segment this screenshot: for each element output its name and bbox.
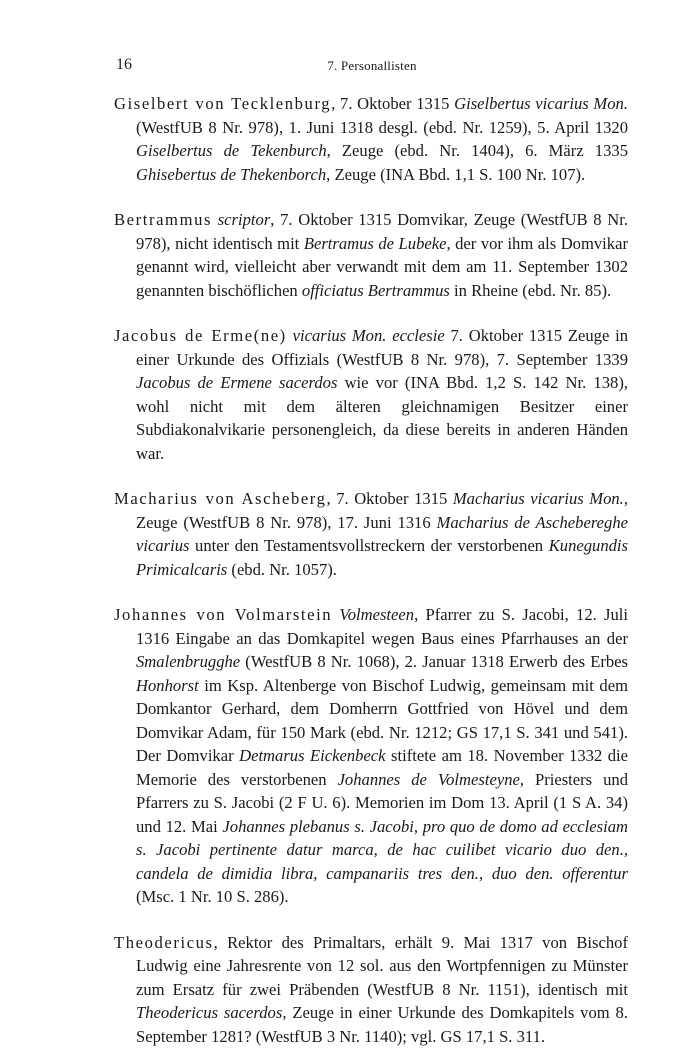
person-entry <box>114 931 628 1048</box>
text-run: , Zeuge in einer Urkunde des Domkapitels vom 8. September 1281? (WestfUB 3 Nr. 1140); vgl. GS 17,1 S. 311. <box>136 1003 628 1046</box>
person-entry <box>114 324 628 465</box>
text-run: , Zeuge (WestfUB 8 Nr. 978), 17. Juni 1316 <box>136 489 628 532</box>
person-name: Jacobus de Erme(ne) <box>114 326 287 345</box>
entry-text <box>136 326 628 463</box>
italic-phrase: Kunegundis Primicalcaris <box>136 536 628 579</box>
page-header <box>116 56 628 76</box>
text-run: , 7. Oktober 1315 Domvikar, Zeuge (WestfUB 8 Nr. 978), nicht identisch mit <box>136 210 628 253</box>
text-run: 7. Oktober 1315 Zeuge in einer Urkunde des Offizials (WestfUB 8 Nr. 978), 7. September 1339 <box>136 326 629 369</box>
text-run: , der vor ihm als Domvikar genannt wird, vielleicht aber verwandt mit dem am 11. September 1302 genannten bischöflichen <box>136 233 628 300</box>
italic-phrase: Theodericus sacerdos <box>136 1003 283 1022</box>
person-entry <box>114 92 628 186</box>
italic-phrase: Honhorst <box>136 675 199 695</box>
person-name: Bertrammus <box>114 210 213 229</box>
text-run: (ebd. Nr. 1057). <box>227 559 337 579</box>
person-name: Giselbert von Tecklenburg <box>114 94 332 113</box>
text-run: (WestfUB 8 Nr. 978), 1. Juni 1318 desgl. (ebd. Nr. 1259), 5. April 1320 <box>136 117 628 137</box>
italic-phrase: Volmesteen <box>339 605 415 624</box>
italic-phrase: Giselbertus vicarius Mon. <box>454 94 628 113</box>
text-run: , Rektor des Primaltars, erhält 9. Mai 1317 von Bischof Ludwig eine Jahresrente von 12 sol. aus den Wortpfennigen zu Münster zum Ersatz für zwei Präbenden (WestfUB 8 Nr. 1151), identisch mit <box>136 932 628 999</box>
italic-phrase: Ghisebertus de Thekenborch <box>136 164 327 184</box>
person-entry <box>114 487 628 581</box>
person-name: Johannes von Volmarstein <box>114 605 333 624</box>
text-run: wie vor (INA Bbd. 1,2 S. 142 Nr. 138), wohl nicht mit dem älteren gleichnamigen Besitzer einer Subdiakonalvikarie personengleich, da diese bereits in anderen Händen war. <box>136 373 628 463</box>
italic-phrase: Jacobus de Ermene sacerdos <box>136 373 338 392</box>
text-run: , 7. Oktober 1315 <box>331 94 455 113</box>
text-run: in Rheine (ebd. Nr. 85). <box>449 280 612 300</box>
italic-phrase: scriptor <box>217 210 271 229</box>
italic-phrase: Bertramus de Lubeke <box>303 233 447 253</box>
running-head: 7. Personallisten <box>327 58 417 73</box>
italic-phrase: Macharius vicarius Mon. <box>452 489 624 508</box>
person-name: Macharius von Ascheberg <box>114 489 327 508</box>
italic-phrase: Detmarus Eickenbeck <box>239 746 386 765</box>
italic-phrase: Johannes plebanus s. Jacobi, pro quo de domo ad ecclesiam s. Jacobi pertinente datur marca, de hac cuilibet vicario duo den., candela de dimidia libra, campanariis tres den., duo den. offerentur <box>136 816 628 883</box>
page-number: 16 <box>116 56 132 73</box>
person-entry <box>114 208 628 302</box>
person-list <box>114 92 628 1048</box>
text-run: (Msc. 1 Nr. 10 S. 286). <box>136 887 289 906</box>
person-entry <box>114 603 628 909</box>
text-run: , Zeuge (ebd. Nr. 1404), 6. März 1335 <box>326 141 628 160</box>
italic-phrase: Giselbertus de Tekenburch <box>136 141 327 160</box>
italic-phrase: officiatus Bertrammus <box>301 280 450 300</box>
text-run: stiftete am 18. November 1332 die Memorie des verstorbenen <box>136 746 628 789</box>
italic-phrase: Macharius de Aschebereghe vicarius <box>136 512 628 555</box>
text-run: , Zeuge (INA Bbd. 1,1 S. 100 Nr. 107). <box>326 164 586 184</box>
text-run: , Pfarrer zu S. Jacobi, 12. Juli 1316 Eingabe an das Domkapitel wegen Baus eines Pfarrhauses an der <box>136 605 628 648</box>
text-run: (WestfUB 8 Nr. 1068), 2. Januar 1318 Erwerb des Erbes <box>240 652 628 671</box>
text-run: unter den Testamentsvollstreckern der verstorbenen <box>189 536 549 555</box>
text-run: , Priesters und Pfarrers zu S. Jacobi (2 F U. 6). Memorien im Dom 13. April (1 S A. 34) und 12. Mai <box>136 769 628 836</box>
text-run: im Ksp. Altenberge von Bischof Ludwig, gemeinsam mit dem Domkantor Gerhard, dem Domherrn Gottfried von Hövel und dem Domvikar Adam, für 150 Mark (ebd. Nr. 1212; GS 17,1 S. 341 und 541). Der Domvikar <box>136 675 628 765</box>
italic-phrase: Smalenbrugghe <box>136 652 241 671</box>
person-name: Theodericus <box>114 932 214 952</box>
text-run: , 7. Oktober 1315 <box>326 489 453 508</box>
entry-text <box>136 605 628 906</box>
italic-phrase: vicarius Mon. ecclesie <box>292 326 445 345</box>
italic-phrase: Johannes de Volmesteyne <box>337 769 520 789</box>
